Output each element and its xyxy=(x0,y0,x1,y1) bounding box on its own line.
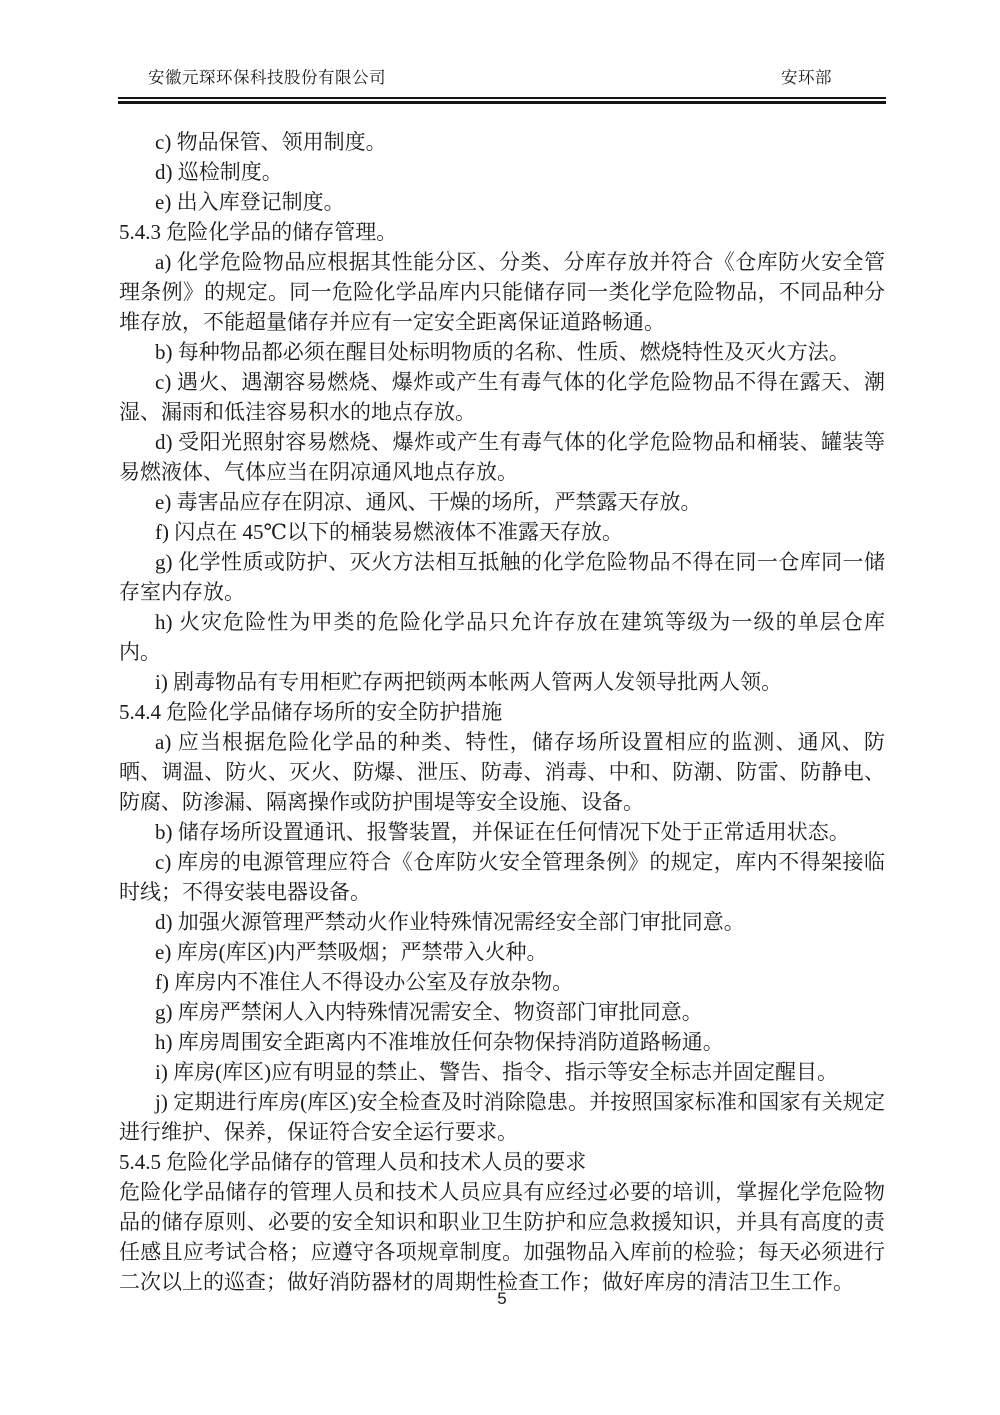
paragraph: a) 应当根据危险化学品的种类、特性，储存场所设置相应的监测、通风、防晒、调温、防火、灭火、防爆、泄压、防毒、消毒、中和、防潮、防雷、防静电、防腐、防渗漏、隔离操作或防护围堤等安全设施、设备。 xyxy=(119,730,885,814)
paragraph: i) 剧毒物品有专用柜贮存两把锁两本帐两人管两人发领导批两人领。 xyxy=(155,670,783,694)
header-company-name: 安徽元琛环保科技股份有限公司 xyxy=(148,68,386,87)
paragraph: h) 火灾危险性为甲类的危险化学品只允许存放在建筑等级为一级的单层仓库内。 xyxy=(119,610,885,664)
paragraph: e) 毒害品应存在阴凉、通风、干燥的场所，严禁露天存放。 xyxy=(155,490,702,514)
paragraph: e) 出入库登记制度。 xyxy=(155,190,345,214)
paragraph: b) 每种物品都必须在醒目处标明物质的名称、性质、燃烧特性及灭火方法。 xyxy=(155,340,850,364)
page-footer xyxy=(118,1288,886,1310)
header-department: 安环部 xyxy=(781,68,832,87)
paragraph: 危险化学品储存的管理人员和技术人员应具有应经过必要的培训，掌握化学危险物品的储存原则、必要的安全知识和职业卫生防护和应急救援知识，并具有高度的责任感且应考试合格；应遵守各项规章制度。加强物品入库前的检验；每天必须进行二次以上的巡查；做好消防器材的周期性检查工作；做好库房的清洁卫生工作。 xyxy=(119,1180,885,1294)
paragraph: d) 巡检制度。 xyxy=(155,160,283,184)
page-number: 5 xyxy=(497,1289,507,1308)
section-heading: 5.4.5 危险化学品储存的管理人员和技术人员的要求 xyxy=(119,1150,587,1174)
paragraph: j) 定期进行库房(库区)安全检查及时消除隐患。并按照国家标准和国家有关规定进行维护、保养，保证符合安全运行要求。 xyxy=(119,1090,885,1144)
paragraph: g) 库房严禁闲人入内特殊情况需安全、物资部门审批同意。 xyxy=(155,1000,703,1024)
header-double-rule xyxy=(118,97,886,104)
paragraph: c) 遇火、遇潮容易燃烧、爆炸或产生有毒气体的化学危险物品不得在露天、潮湿、漏雨和低洼容易积水的地点存放。 xyxy=(119,370,885,424)
paragraph: h) 库房周围安全距离内不准堆放任何杂物保持消防道路畅通。 xyxy=(155,1030,724,1054)
paragraph: i) 库房(库区)应有明显的禁止、警告、指令、指示等安全标志并固定醒目。 xyxy=(155,1060,839,1084)
paragraph: g) 化学性质或防护、灭火方法相互抵触的化学危险物品不得在同一仓库同一储存室内存放。 xyxy=(119,550,885,604)
paragraph: c) 物品保管、领用制度。 xyxy=(155,130,387,154)
paragraph: c) 库房的电源管理应符合《仓库防火安全管理条例》的规定，库内不得架接临时线；不得安装电器设备。 xyxy=(119,850,885,904)
page-header xyxy=(118,66,886,90)
paragraph: f) 库房内不准住人不得设办公室及存放杂物。 xyxy=(155,970,574,994)
paragraph: d) 受阳光照射容易燃烧、爆炸或产生有毒气体的化学危险物品和桶装、罐装等易燃液体、气体应当在阴凉通风地点存放。 xyxy=(119,430,885,484)
section-heading: 5.4.4 危险化学品储存场所的安全防护措施 xyxy=(119,700,503,724)
section-heading: 5.4.3 危险化学品的储存管理。 xyxy=(119,220,398,244)
paragraph: e) 库房(库区)内严禁吸烟；严禁带入火种。 xyxy=(155,940,548,964)
paragraph: d) 加强火源管理严禁动火作业特殊情况需经安全部门审批同意。 xyxy=(155,910,745,934)
paragraph: b) 储存场所设置通讯、报警装置，并保证在任何情况下处于正常适用状态。 xyxy=(155,820,850,844)
paragraph: f) 闪点在 45℃以下的桶装易燃液体不准露天存放。 xyxy=(155,520,623,544)
document-body xyxy=(119,127,885,1297)
paragraph: a) 化学危险物品应根据其性能分区、分类、分库存放并符合《仓库防火安全管理条例》的规定。同一危险化学品库内只能储存同一类化学危险物品，不同品种分堆存放，不能超量储存并应有一定安全距离保证道路畅通。 xyxy=(119,250,885,334)
